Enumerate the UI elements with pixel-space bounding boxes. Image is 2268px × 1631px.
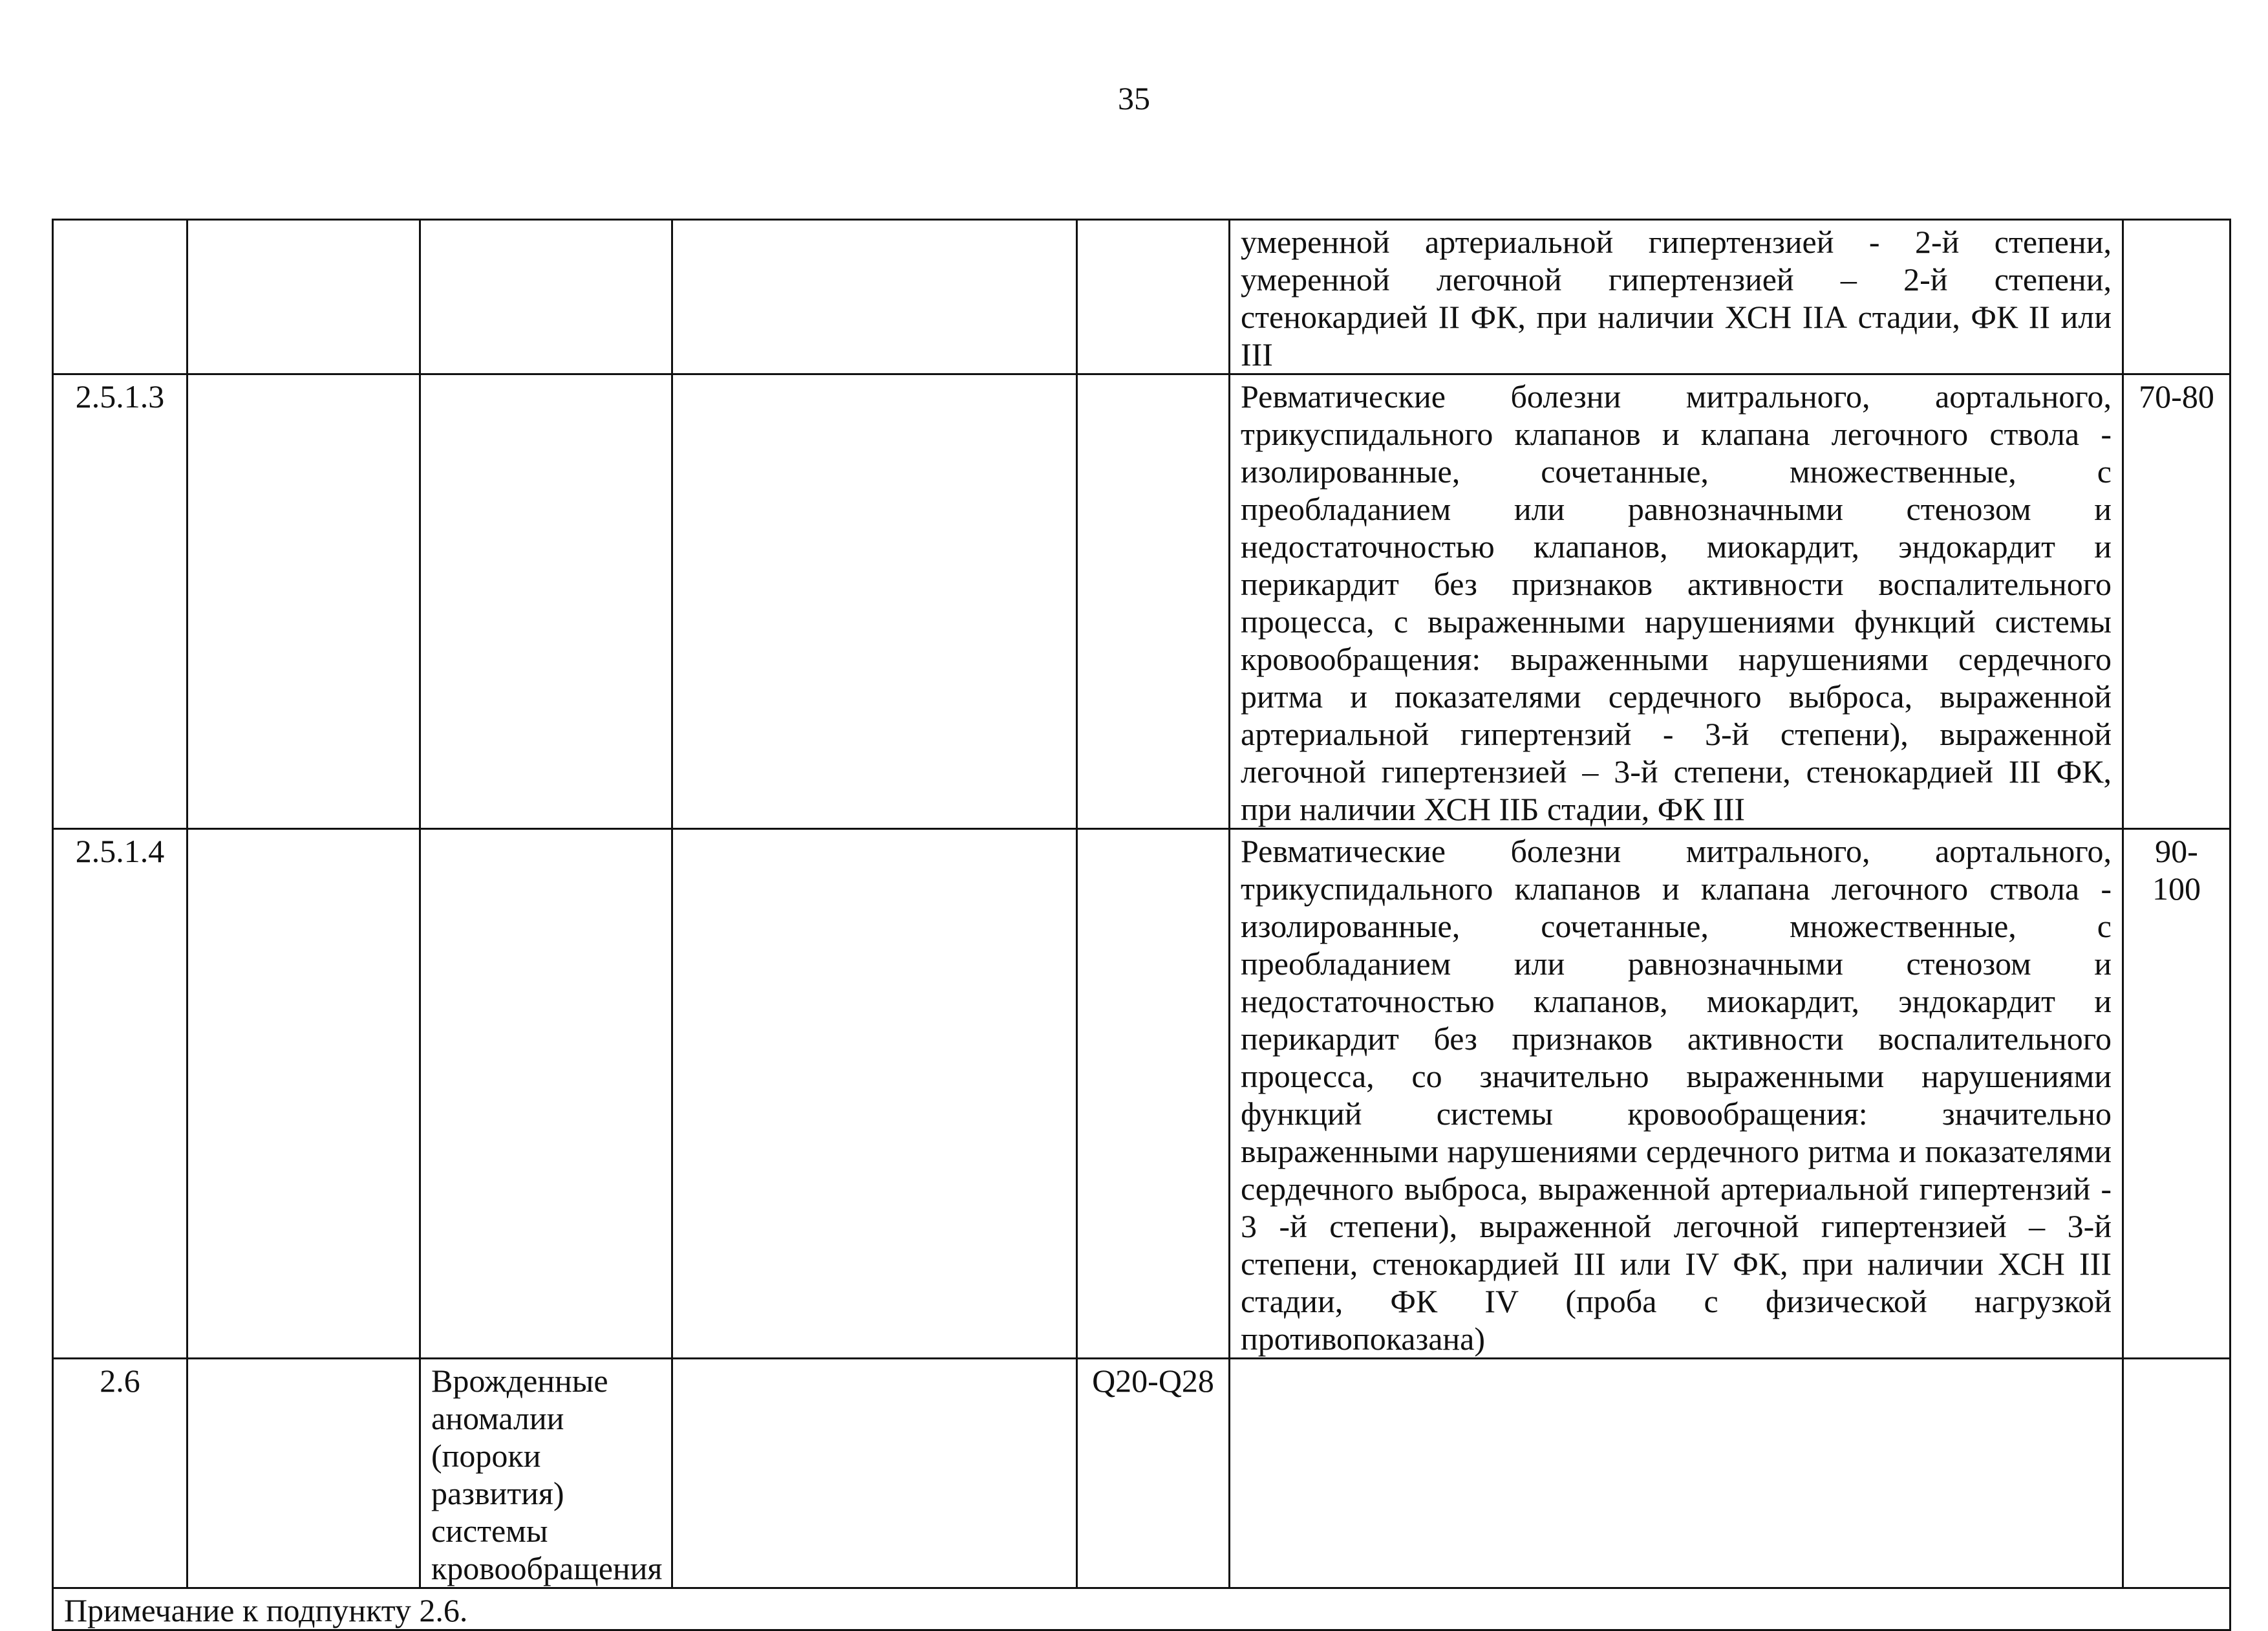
- note-text: Примечание к подпункту 2.6.: [53, 1588, 2231, 1630]
- cell-empty: [672, 374, 1077, 829]
- cell-name: [420, 374, 672, 829]
- cell-description: умеренной артериальной гипертензией - 2-й степени, умеренной легочной гипертензией – 2-й степени, стенокардией II ФК, при наличии ХСН IIА стадии, ФК II или III: [1230, 220, 2123, 374]
- cell-description: [1230, 1359, 2123, 1588]
- cell-name: [420, 829, 672, 1359]
- cell-percent: 90-100: [2123, 829, 2231, 1359]
- cell-percent: [2123, 220, 2231, 374]
- cell-icd: Q20-Q28: [1077, 1359, 1230, 1588]
- table-row: [53, 374, 2231, 829]
- cell-description: Ревматические болезни митрального, аортального, трикуспидального клапанов и клапана легочного ствола - изолированные, сочетанные, множественные, с преобладанием или равнозначными стенозом и недостаточностью клапанов, миокардит, эндокардит и перикардит без признаков активности воспалительного процесса, со значительно выраженными нарушениями функций системы кровообращения: значительно выраженными нарушениями сердечного ритма и показателями сердечного выброса, выраженной артериальной гипертензий - 3 -й степени), выраженной легочной гипертензией – 3-й степени, стенокардией III или IV ФК, при наличии ХСН III стадии, ФК IV (проба с физической нагрузкой противопоказана): [1230, 829, 2123, 1359]
- table-row: [53, 829, 2231, 1359]
- cell-description: Ревматические болезни митрального, аортального, трикуспидального клапанов и клапана легочного ствола - изолированные, сочетанные, множественные, с преобладанием или равнозначными стенозом и недостаточностью клапанов, миокардит, эндокардит и перикардит без признаков активности воспалительного процесса, с выраженными нарушениями функций системы кровообращения: выраженными нарушениями сердечного ритма и показателями сердечного выброса, выраженной артериальной гипертензий - 3-й степени), выраженной легочной гипертензией – 3-й степени, стенокардией III ФК, при наличии ХСН IIБ стадии, ФК III: [1230, 374, 2123, 829]
- cell-code: 2.6: [53, 1359, 187, 1588]
- cell-empty: [187, 1359, 420, 1588]
- table-row: [53, 220, 2231, 374]
- cell-percent: 70-80: [2123, 374, 2231, 829]
- page-number: 35: [1118, 80, 1150, 116]
- cell-name: Врожденные аномалии (пороки развития) системы кровообращения: [420, 1359, 672, 1588]
- cell-code: [53, 220, 187, 374]
- cell-code: 2.5.1.3: [53, 374, 187, 829]
- disability-criteria-table: [52, 219, 2231, 1631]
- cell-empty: [187, 829, 420, 1359]
- cell-code: 2.5.1.4: [53, 829, 187, 1359]
- cell-percent: [2123, 1359, 2231, 1588]
- cell-empty: [187, 374, 420, 829]
- note-row: [53, 1588, 2231, 1630]
- cell-empty: [672, 829, 1077, 1359]
- cell-empty: [672, 220, 1077, 374]
- cell-icd: [1077, 829, 1230, 1359]
- cell-icd: [1077, 220, 1230, 374]
- cell-empty: [672, 1359, 1077, 1588]
- cell-name: [420, 220, 672, 374]
- cell-icd: [1077, 374, 1230, 829]
- table-row: [53, 1359, 2231, 1588]
- cell-empty: [187, 220, 420, 374]
